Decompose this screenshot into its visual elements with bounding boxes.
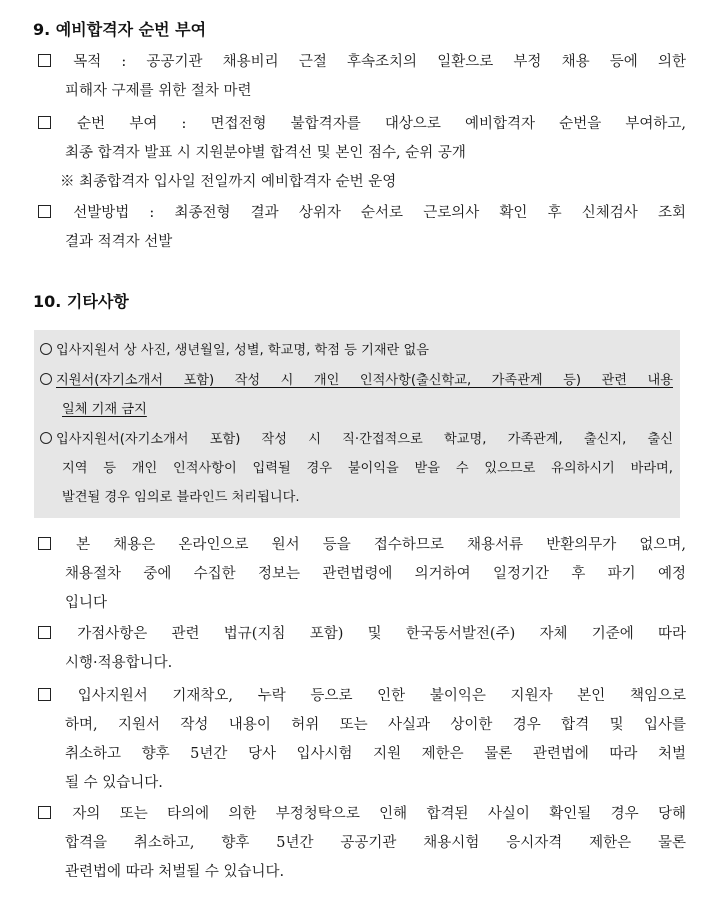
notice-line: 지역 등 개인 인적사항이 입력될 경우 불이익을 받을 수 있으므로 유의하시기 바라며,	[62, 461, 673, 476]
item-line: 될 수 있습니다.	[65, 775, 163, 791]
notice-line: 입사지원서 상 사진, 생년월일, 성별, 학교명, 학점 등 기재란 없음	[56, 343, 429, 358]
checkbox-square-icon	[38, 205, 51, 218]
list-item-document-return	[38, 531, 686, 618]
notice-line: 일체 기재 금지	[62, 402, 147, 417]
item-line: 입사지원서 기재착오, 누락 등으로 인한 불이익은 지원자 본인 책임으로	[77, 688, 686, 704]
checkbox-square-icon	[38, 626, 51, 639]
notice-line: 지원서(자기소개서 포함) 작성 시 개인 인적사항(출신학교, 가족관계 등) 관련 내용	[56, 373, 673, 388]
circle-bullet-icon	[40, 373, 52, 385]
item-line: 결과 적격자 선발	[65, 234, 173, 250]
item-line: 최종 합격자 발표 시 지원분야별 합격선 및 본인 점수, 순위 공개	[65, 145, 466, 161]
list-item-applicant-responsibility	[38, 682, 686, 798]
reference-note: ※ 최종합격자 입사일 전일까지 예비합격자 순번 운영	[60, 174, 397, 190]
list-item-bonus-points	[38, 620, 686, 678]
item-line: 순번 부여 : 면접전형 불합격자를 대상으로 예비합격자 순번을 부여하고,	[77, 116, 686, 132]
notice-line: 입사지원서(자기소개서 포함) 작성 시 직·간접적으로 학교명, 가족관계, 출신지, 출신	[56, 432, 673, 447]
item-line: 취소하고 향후 5년간 당사 입사시험 지원 제한은 물론 관련법에 따라 처벌	[65, 746, 686, 762]
list-item-purpose	[38, 48, 686, 106]
item-line: 가점사항은 관련 법규(지침 포함) 및 한국동서발전(주) 자체 기준에 따라	[77, 626, 686, 642]
item-line: 관련법에 따라 처벌될 수 있습니다.	[65, 864, 285, 880]
item-line: 입니다	[65, 595, 108, 611]
list-item-rank-assignment	[38, 110, 686, 168]
item-line: 자의 또는 타의에 의한 부정청탁으로 인해 합격된 사실이 확인될 경우 당해	[72, 806, 686, 822]
checkbox-square-icon	[38, 54, 51, 67]
checkbox-square-icon	[38, 116, 51, 129]
item-line: 하며, 지원서 작성 내용이 허위 또는 사실과 상이한 경우 합격 및 입사를	[65, 717, 686, 733]
checkbox-square-icon	[38, 688, 51, 701]
item-line: 채용절차 중에 수집한 정보는 관련법령에 의거하여 일정기간 후 파기 예정	[65, 566, 686, 582]
notice-item	[40, 336, 673, 365]
notice-item	[40, 425, 673, 512]
notice-item	[40, 366, 673, 424]
notice-line: 발견될 경우 임의로 블라인드 처리됩니다.	[62, 490, 300, 505]
item-line: 시행·적용합니다.	[65, 655, 173, 671]
item-line: 합격을 취소하고, 향후 5년간 공공기관 채용시험 응시자격 제한은 물론	[65, 835, 686, 851]
section-10-title: 10. 기타사항	[33, 292, 129, 311]
section-9-title: 9. 예비합격자 순번 부여	[33, 20, 207, 39]
item-line: 본 채용은 온라인으로 원서 등을 접수하므로 채용서류 반환의무가 없으며,	[76, 537, 686, 553]
circle-bullet-icon	[40, 432, 52, 444]
item-line: 선발방법 : 최종전형 결과 상위자 순서로 근로의사 확인 후 신체검사 조회	[73, 205, 686, 221]
circle-bullet-icon	[40, 343, 52, 355]
list-item-selection-method	[38, 199, 686, 257]
checkbox-square-icon	[38, 537, 51, 550]
list-item-improper-solicitation	[38, 800, 686, 887]
checkbox-square-icon	[38, 806, 51, 819]
item-line: 피해자 구제를 위한 절차 마련	[65, 83, 252, 99]
item-line: 목적 : 공공기관 채용비리 근절 후속조치의 일환으로 부정 채용 등에 의한	[73, 54, 686, 70]
